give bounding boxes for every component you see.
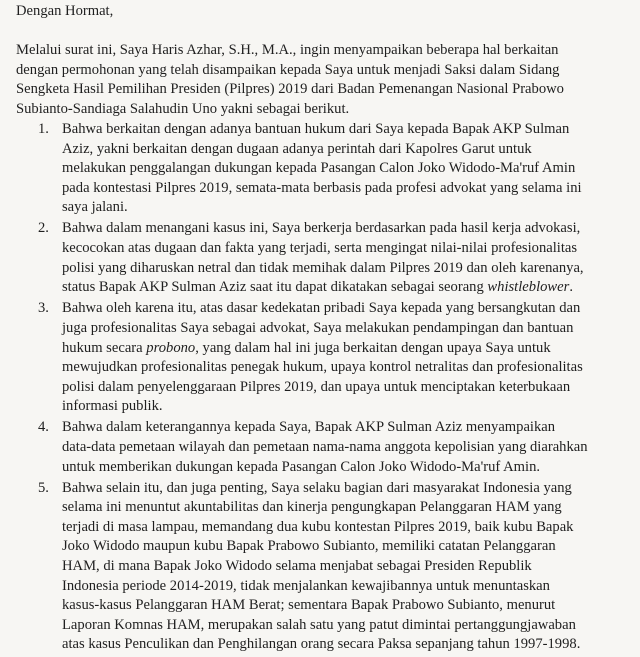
item-number: 4.	[38, 419, 49, 436]
item-line: polisi dalam penyelenggaraan Pilpres 2019, dan upaya untuk menciptakan keterbukaan	[62, 378, 571, 395]
item-line: Laporan Komnas HAM, merupakan salah satu yang patut dimintai pertanggungjawaban	[62, 616, 576, 633]
item-line	[62, 278, 618, 298]
item-number: 1.	[38, 121, 49, 137]
item-line: melakukan penggalangan dukungan kepada Pasangan Calon Joko Widodo-Ma'ruf Amin	[62, 160, 576, 177]
intro-paragraph	[16, 41, 616, 119]
item-line: HAM, di mana Bapak Joko Widodo selama menjabat sebagai Presiden Republik	[62, 558, 532, 575]
item-line: juga profesionalitas Saya sebagai advokat, Saya melakukan pendampingan dan bantuan	[62, 319, 574, 336]
list-item-5	[38, 479, 618, 655]
list-item-1	[38, 120, 618, 218]
item-line: Indonesia periode 2014-2019, tidak menjalankan kewajibannya untuk menuntaskan	[62, 577, 550, 594]
item-text: status Bapak AKP Sulman Aziz saat itu dapat dikatakan sebagai seorang	[62, 279, 488, 296]
item-line: terjadi di masa lampau, memandang dua kubu kontestan Pilpres 2019, baik kubu Bapak	[62, 518, 574, 535]
item-text: hukum secara	[62, 339, 147, 356]
intro-line: Sengketa Hasil Pemilihan Presiden (Pilpres) 2019 dari Badan Pemenangan Nasional Prabowo	[16, 81, 564, 98]
item-line: Bahwa dalam keterangannya kepada Saya, Bapak AKP Sulman Aziz menyampaikan	[62, 419, 556, 436]
numbered-list	[38, 120, 618, 657]
item-line: untuk memberikan dukungan kepada Pasangan Calon Joko Widodo-Ma'ruf Amin.	[62, 458, 541, 475]
item-line: Joko Widodo maupun kubu Bapak Prabowo Subianto, memiliki catatan Pelanggaran	[62, 538, 556, 555]
item-text: , yang dalam hal ini juga berkaitan dengan upaya Saya untuk	[195, 339, 551, 356]
item-line: Bahwa dalam menangani kasus ini, Saya berkerja berdasarkan pada hasil kerja advokasi,	[62, 220, 581, 237]
item-line: saya jalani.	[62, 199, 128, 216]
item-number: 2.	[38, 220, 49, 237]
item-line	[62, 339, 618, 359]
item-line: Bahwa selain itu, dan juga penting, Saya selaku bagian dari masyarakat Indonesia yang	[62, 479, 572, 496]
item-line: informasi publik.	[62, 398, 163, 415]
item-line: Bahwa oleh karena itu, atas dasar kedekatan pribadi Saya kepada yang bersangkutan dan	[62, 300, 581, 317]
intro-line: Melalui surat ini, Saya Haris Azhar, S.H., M.A., ingin menyampaikan beberapa hal berkaitan	[16, 42, 559, 58]
item-line: kasus-kasus Pelanggaran HAM Berat; sementara Bapak Prabowo Subianto, menurut	[62, 597, 556, 614]
item-line: kecocokan atas dugaan dan fakta yang terjadi, serta mengingat nilai-nilai profesionalitas	[62, 240, 578, 257]
list-item-2	[38, 219, 618, 297]
salutation: Dengan Hormat,	[16, 3, 114, 19]
italic-term: whistleblower	[487, 279, 570, 296]
list-item-3	[38, 299, 618, 417]
item-line: selama ini menuntut akuntabilitas dan kinerja pengungkapan Pelanggaran HAM yang	[62, 499, 562, 516]
item-line: data-data pemetaan wilayah dan pemetaan nama-nama anggota kepolisian yang diarahkan	[62, 439, 588, 455]
item-line: polisi yang diharuskan netral dan tidak memihak dalam Pilpres 2019 dan oleh karenanya,	[62, 259, 584, 276]
item-line: pada kontestasi Pilpres 2019, semata-mata berbasis pada profesi advokat yang selama ini	[62, 179, 582, 196]
italic-term: probono	[146, 339, 196, 356]
list-item-4	[38, 418, 618, 477]
item-text: .	[569, 279, 573, 296]
item-number: 5.	[38, 479, 49, 496]
item-line: Bahwa berkaitan dengan adanya bantuan hukum dari Saya kepada Bapak AKP Sulman	[62, 121, 570, 137]
intro-line: dengan permohonan yang telah disampaikan kepada Saya untuk menjadi Saksi dalam Sidang	[16, 61, 560, 78]
item-line: mewujudkan profesionalitas penegak hukum, upaya kontrol netralitas dan profesionalitas	[62, 359, 583, 376]
item-line: Aziz, yakni berkaitan dengan dugaan adanya perintah dari Kapolres Garut untuk	[62, 140, 532, 157]
item-line: atas kasus Penculikan dan Penghilangan orang secara Paksa sepanjang tahun 1997-1998.	[62, 636, 581, 653]
item-number: 3.	[38, 300, 49, 317]
intro-line: Subianto-Sandiaga Salahudin Uno yakni sebagai berikut.	[16, 100, 350, 117]
